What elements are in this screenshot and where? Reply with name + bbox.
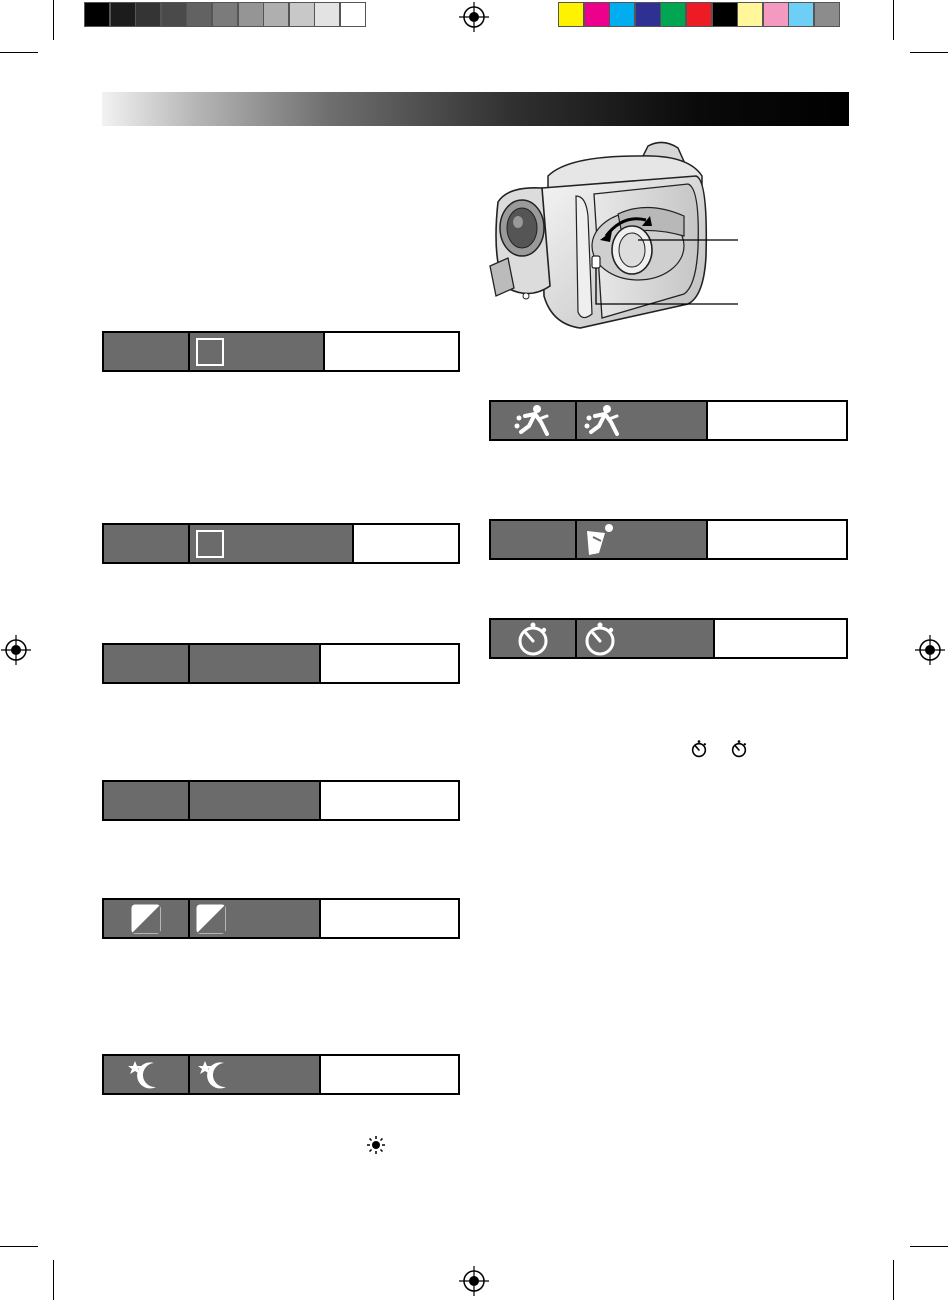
mode-bar-sports-label: [577, 402, 708, 439]
mode-bar-2: [102, 523, 460, 564]
mode-bar-golf: [489, 519, 848, 560]
crop-mark: [0, 52, 38, 53]
mode-bar-4-label: [190, 782, 321, 819]
golf-swing-icon: [583, 523, 617, 557]
gray-swatch: [212, 2, 238, 27]
mode-bar-sepia-symbol: [104, 900, 190, 937]
mode-bar-1: [102, 331, 460, 372]
sepia-icon: [196, 904, 226, 934]
mode-bar-2-label: [190, 525, 354, 562]
mode-bar-4-value: [321, 782, 458, 819]
mode-bar-3: [102, 643, 460, 684]
gray-swatch: [340, 2, 366, 27]
sports-icon: [513, 404, 553, 438]
gray-swatch: [161, 2, 187, 27]
self-timer-icon: [730, 740, 748, 758]
color-swatch: [712, 2, 738, 27]
mode-bar-sports-symbol: [491, 402, 577, 439]
registration-mark-bottom-icon: [459, 1266, 489, 1296]
color-swatch: [763, 2, 789, 27]
gray-swatch: [238, 2, 264, 27]
mode-bar-sports: [489, 400, 848, 441]
crop-mark: [53, 1260, 54, 1300]
gray-swatch: [186, 2, 212, 27]
mode-bar-self-timer: [489, 618, 848, 659]
mode-bar-sepia-value: [321, 900, 458, 937]
twilight-icon: [126, 1059, 166, 1091]
mode-bar-twilight-symbol: [104, 1056, 190, 1093]
mode-bar-golf-label: [577, 521, 708, 558]
mode-bar-twilight-label: [190, 1056, 321, 1093]
mode-bar-twilight: [102, 1054, 460, 1095]
sports-icon: [583, 404, 623, 438]
registration-mark-top-icon: [459, 2, 489, 32]
gray-swatch: [314, 2, 340, 27]
color-swatch: [788, 2, 814, 27]
mode-bar-sepia-label: [190, 900, 321, 937]
blank-mode-icon: [196, 338, 224, 366]
gray-swatch: [289, 2, 315, 27]
gray-swatch: [135, 2, 161, 27]
mode-bar-sepia: [102, 898, 460, 939]
mode-bar-sports-value: [708, 402, 846, 439]
self-timer-icon: [516, 622, 550, 656]
mode-bar-4: [102, 780, 460, 821]
sepia-icon: [131, 904, 161, 934]
sun-icon: [367, 1136, 385, 1154]
mode-bar-self-timer-symbol: [491, 620, 577, 657]
crop-mark: [893, 1260, 894, 1300]
crop-mark: [910, 1246, 948, 1247]
mode-bar-2-symbol: [104, 525, 190, 562]
color-swatch: [686, 2, 712, 27]
gray-swatch: [263, 2, 289, 27]
color-swatch: [814, 2, 840, 27]
color-swatch: [737, 2, 763, 27]
color-swatch: [558, 2, 584, 27]
registration-mark-left-icon: [1, 635, 31, 665]
crop-mark: [53, 0, 54, 40]
self-timer-icon: [583, 622, 617, 656]
mode-bar-3-symbol: [104, 645, 190, 682]
crop-mark: [893, 0, 894, 40]
mode-bar-3-value: [321, 645, 458, 682]
mode-bar-1-value: [325, 333, 458, 370]
mode-bar-self-timer-label: [577, 620, 715, 657]
mode-bar-4-symbol: [104, 782, 190, 819]
mode-bar-1-label: [190, 333, 325, 370]
gray-swatch: [84, 2, 110, 27]
crop-mark: [0, 1246, 38, 1247]
mode-bar-2-value: [354, 525, 458, 562]
registration-mark-right-icon: [915, 635, 945, 665]
crop-mark: [910, 52, 948, 53]
mode-bar-1-symbol: [104, 333, 190, 370]
self-timer-icon: [690, 740, 708, 758]
mode-bar-golf-symbol: [491, 521, 577, 558]
blank-mode-icon: [196, 530, 224, 558]
mode-bar-self-timer-value: [715, 620, 846, 657]
mode-bar-golf-value: [708, 521, 846, 558]
color-swatch: [584, 2, 610, 27]
section-header-bar: [102, 92, 849, 126]
camcorder-illustration: [488, 136, 744, 336]
mode-bar-twilight-value: [321, 1056, 458, 1093]
color-swatch: [635, 2, 661, 27]
color-swatch: [660, 2, 686, 27]
color-swatch: [609, 2, 635, 27]
mode-bar-3-label: [190, 645, 321, 682]
gray-swatch: [110, 2, 136, 27]
twilight-icon: [196, 1059, 236, 1091]
